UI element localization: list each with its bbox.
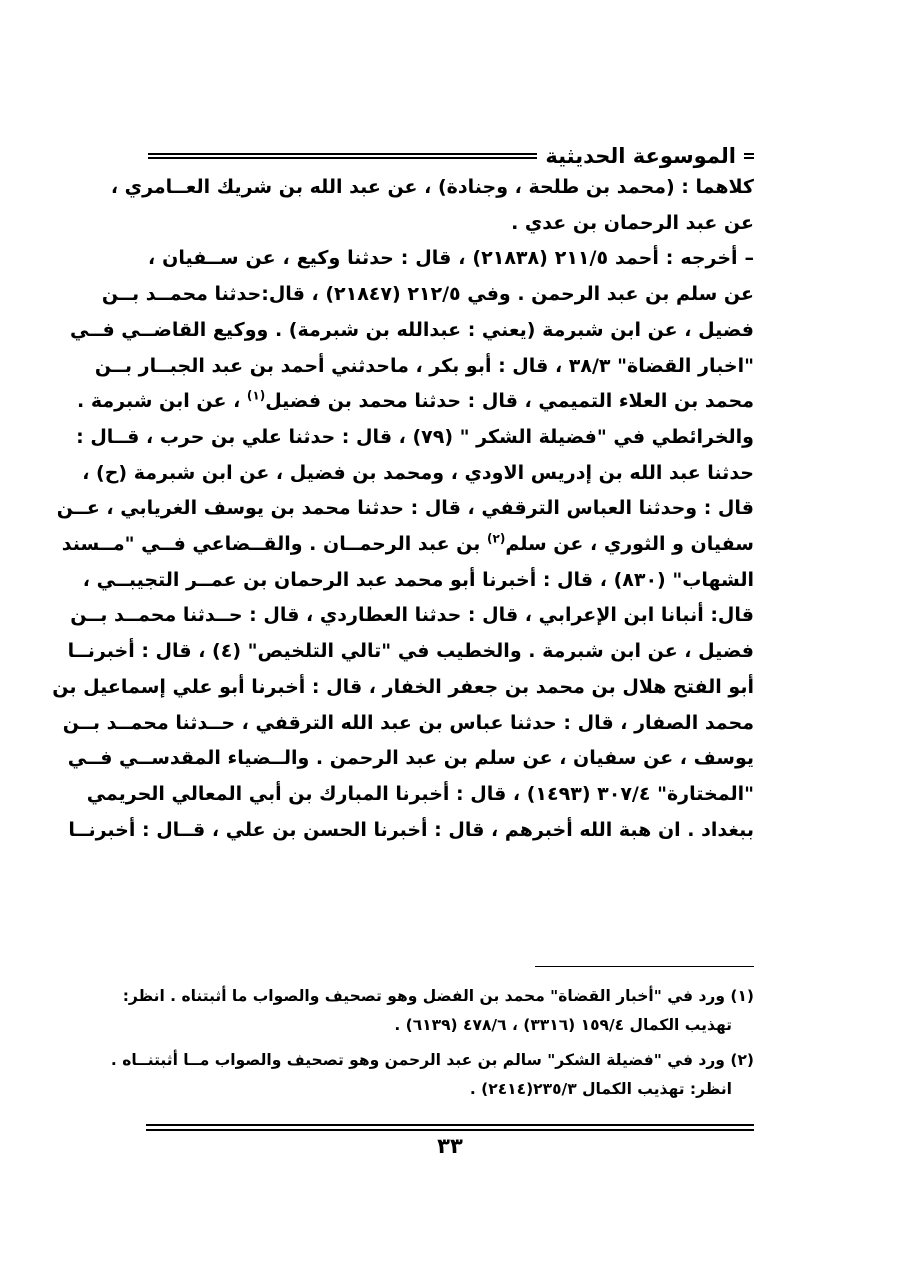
text-line (61, 527, 754, 563)
text-line: الشهاب" (٨٣٠) ، قال : أخبرنا أبو محمد عبد الرحمان بن عمــر التجيبــي ، (82, 568, 754, 591)
footnote-ref-2[interactable]: (٢) (487, 531, 506, 546)
header-title: الموسوعة الحديثية (545, 144, 736, 168)
text-line: والخرائطي في "فضيلة الشكر " (٧٩) ، قال : حدثنا علي بن حرب ، قــال : (76, 425, 754, 448)
footnote-line: (٢) ورد في "فضيلة الشكر" سالم بن عبد الرحمن وهو تصحيف والصواب مــا أثبتنــاه . (110, 1051, 754, 1069)
text-line: أبو الفتح هلال بن محمد بن جعفر الخفار ، قال : أخبرنا أبو علي إسماعيل بن (52, 675, 754, 698)
text-line: كلاهما : (محمد بن طلحة ، وجنادة) ، عن عبد الله بن شريك العــامري ، (110, 176, 754, 198)
text-fragment: ، عن ابن شبرمة . (77, 390, 241, 413)
bottom-rule (146, 1124, 754, 1131)
text-line: محمد الصفار ، قال : حدثنا عباس بن عبد الله الترقفي ، حــدثنا محمــد بــن (62, 711, 754, 734)
text-line: حدثنا عبد الله بن إدريس الاودي ، ومحمد بن فضيل ، عن ابن شبرمة (ح) ، (82, 461, 754, 484)
text-line (77, 384, 754, 420)
text-line: عن سلم بن عبد الرحمن . وفي ٢١٢/٥ (٢١٨٤٧) ، قال:حدثنا محمــد بــن (101, 283, 754, 306)
text-line: فضيل ، عن ابن شبرمة . والخطيب في "تالي التلخيص" (٤) ، قال : أخبرنــا (67, 640, 754, 663)
footnote-line: انظر: تهذيب الكمال ٢٣٥/٣(٢٤١٤) . (469, 1080, 732, 1098)
text-line: فضيل ، عن ابن شبرمة (يعني : عبدالله بن شبرمة) . ووكيع القاضــي فــي (70, 318, 754, 341)
page-number: ٣٣ (437, 1134, 463, 1158)
header-rule-left (148, 153, 537, 159)
text-line: قال: أنبانا ابن الإعرابي ، قال : حدثنا العطاردي ، قال : حــدثنا محمــد بــن (70, 604, 754, 627)
text-fragment: محمد بن العلاء التميمي ، قال : حدثنا محمد بن فضيل (265, 390, 754, 413)
footnote-1 (122, 982, 754, 1040)
text-line: – أخرجه : أحمد ٢١١/٥ (٢١٨٣٨) ، قال : حدثنا وكيع ، عن ســفيان ، (148, 247, 754, 270)
footnote-line: تهذيب الكمال ١٥٩/٤ (٣٣١٦) ، ٤٧٨/٦ (٦١٣٩) . (394, 1016, 732, 1034)
text-line: ببغداد . ان هبة الله أخبرهم ، قال : أخبرنا الحسن بن علي ، قــال : أخبرنــا (68, 818, 754, 841)
footnote-separator (535, 966, 754, 967)
text-line: "اخبار القضاة" ٣٨/٣ ، قال : أبو بكر ، ماحدثني أحمد بن عبد الجبــار بــن (94, 354, 754, 377)
main-text (52, 170, 754, 848)
header-rule-right (744, 153, 754, 159)
text-fragment: سفيان و الثوري ، عن سلم (505, 533, 754, 556)
text-line: قال : وحدثنا العباس الترقفي ، قال : حدثنا محمد بن يوسف الغريابي ، عــن (56, 497, 754, 520)
text-line: عن عبد الرحمان بن عدي . (511, 211, 754, 234)
footnote-2 (110, 1046, 754, 1104)
text-fragment: بن عبد الرحمــان . والقــضاعي فــي "مــسند (61, 533, 481, 556)
text-line: "المختارة" ٣٠٧/٤ (١٤٩٣) ، قال : أخبرنا المبارك بن أبي المعالي الحريمي (86, 782, 754, 805)
footnote-line: (١) ورد في "أخبار القضاة" محمد بن الفضل وهو تصحيف والصواب ما أثبتناه . انظر: (122, 987, 754, 1005)
footnotes (110, 982, 754, 1104)
text-line: يوسف ، عن سفيان ، عن سلم بن عبد الرحمن . والــضياء المقدســي فــي (67, 747, 754, 770)
footnote-ref-1[interactable]: (١) (246, 388, 266, 403)
running-header (148, 140, 754, 172)
